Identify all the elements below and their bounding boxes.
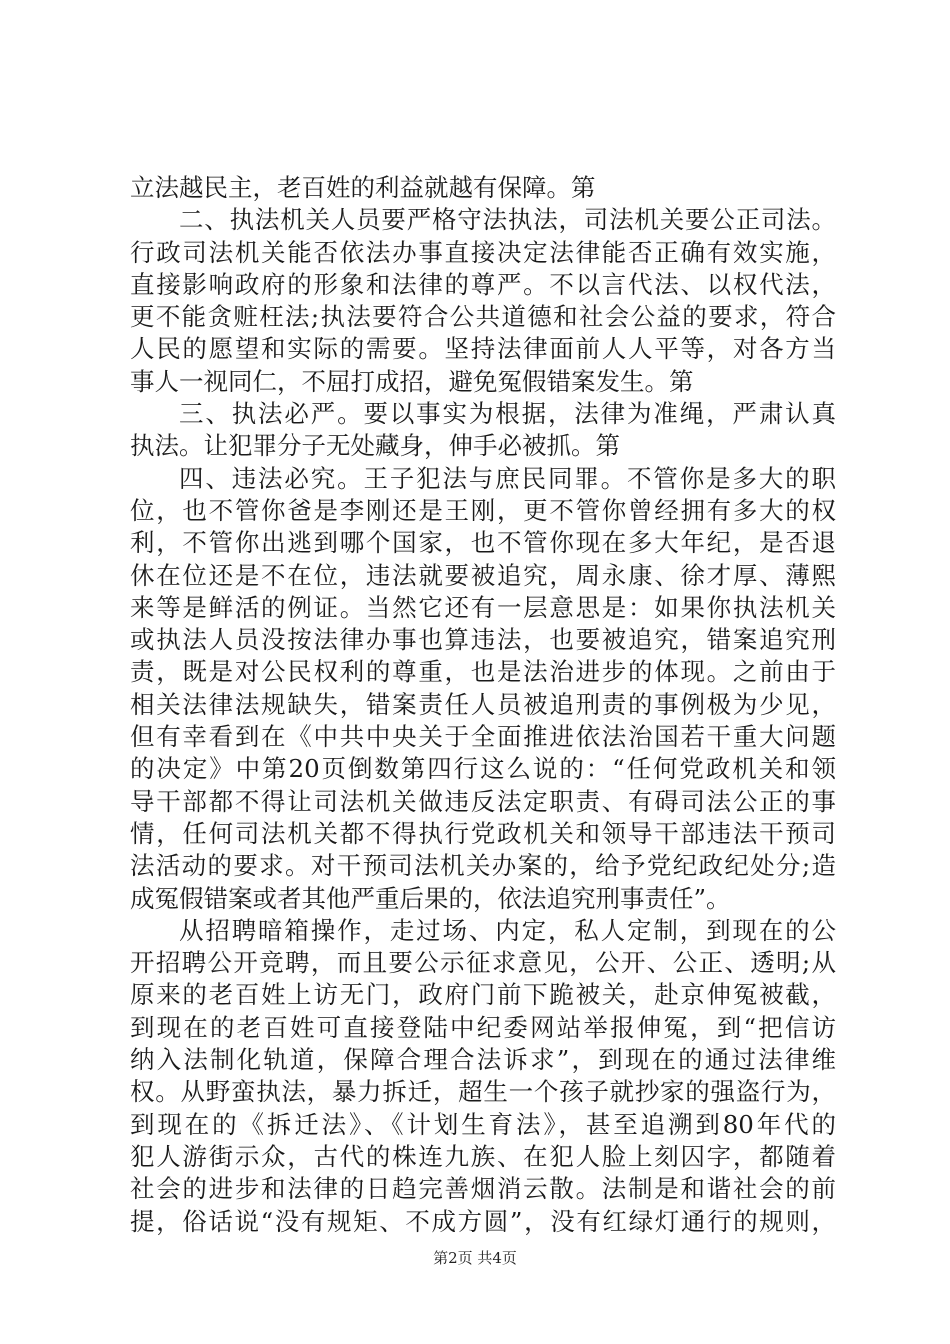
text-line: 成冤假错案或者其他严重后果的，依法追究刑事责任”。 — [130, 883, 731, 913]
text-line: 法活动的要求。对干预司法机关办案的，给予党纪政纪处分;造 — [130, 851, 836, 881]
text-line: 直接影响政府的形象和法律的尊严。不以言代法、以权代法， — [130, 269, 836, 299]
text-line: 社会的进步和法律的日趋完善烟消云散。法制是和谐社会的前 — [130, 1174, 836, 1204]
text-line: 情，任何司法机关都不得执行党政机关和领导干部违法干预司 — [130, 818, 836, 848]
text-line: 四、违法必究。王子犯法与庶民同罪。不管你是多大的职 — [179, 463, 836, 493]
text-line: 权。从野蛮执法，暴力拆迁，超生一个孩子就抄家的强盗行为， — [130, 1077, 836, 1107]
text-line: 犯人游街示众，古代的株连九族、在犯人脸上刻囚字，都随着 — [130, 1141, 836, 1171]
text-line: 责，既是对公民权利的尊重，也是法治进步的体现。之前由于 — [130, 657, 836, 687]
text-line: 休在位还是不在位，违法就要被追究，周永康、徐才厚、薄熙 — [130, 560, 836, 590]
text-line: 纳入法制化轨道，保障合理合法诉求”，到现在的通过法律维 — [130, 1045, 836, 1075]
text-line: 但有幸看到在《中共中央关于全面推进依法治国若干重大问题 — [130, 722, 836, 752]
text-line: 利，不管你出逃到哪个国家，也不管你现在多大年纪，是否退 — [130, 528, 836, 558]
text-line: 提，俗话说“没有规矩、不成方圆”，没有红绿灯通行的规则， — [130, 1206, 836, 1236]
text-line: 三、执法必严。要以事实为根据，法律为准绳，严肃认真 — [179, 399, 836, 429]
text-line: 执法。让犯罪分子无处藏身，伸手必被抓。第 — [130, 431, 620, 461]
text-line: 位，也不管你爸是李刚还是王刚，更不管你曾经拥有多大的权 — [130, 495, 836, 525]
text-line: 原来的老百姓上访无门，政府门前下跪被关，赴京伸冤被截， — [130, 980, 836, 1010]
text-line: 人民的愿望和实际的需要。坚持法律面前人人平等，对各方当 — [130, 334, 836, 364]
text-line: 到现在的《拆迁法》、《计划生育法》，甚至追溯到80年代的 — [130, 1109, 836, 1139]
text-line: 事人一视同仁，不屈打成招，避免冤假错案发生。第 — [130, 366, 694, 396]
text-line: 开招聘公开竞聘，而且要公示征求意见，公开、公正、透明;从 — [130, 948, 836, 978]
text-line: 的决定》中第20页倒数第四行这么说的：“任何党政机关和领 — [130, 754, 836, 784]
text-line: 或执法人员没按法律办事也算违法，也要被追究，错案追究刑 — [130, 625, 836, 655]
document-body — [130, 172, 836, 1238]
text-line: 从招聘暗箱操作，走过场、内定，私人定制，到现在的公 — [179, 915, 836, 945]
text-line: 更不能贪赃枉法;执法要符合公共道德和社会公益的要求，符合 — [130, 302, 836, 332]
page-footer: 第2页 共4页 — [433, 1249, 517, 1267]
text-line: 相关法律法规缺失，错案责任人员被追刑责的事例极为少见， — [130, 689, 836, 719]
text-line: 导干部都不得让司法机关做违反法定职责、有碍司法公正的事 — [130, 786, 836, 816]
text-line: 立法越民主，老百姓的利益就越有保障。第 — [130, 173, 596, 202]
text-line: 到现在的老百姓可直接登陆中纪委网站举报伸冤，到“把信访 — [130, 1012, 836, 1042]
text-line: 来等是鲜活的例证。当然它还有一层意思是：如果你执法机关 — [130, 592, 836, 622]
text-line: 二、执法机关人员要严格守法执法，司法机关要公正司法。 — [179, 205, 836, 235]
text-line: 行政司法机关能否依法办事直接决定法律能否正确有效实施， — [130, 237, 836, 267]
